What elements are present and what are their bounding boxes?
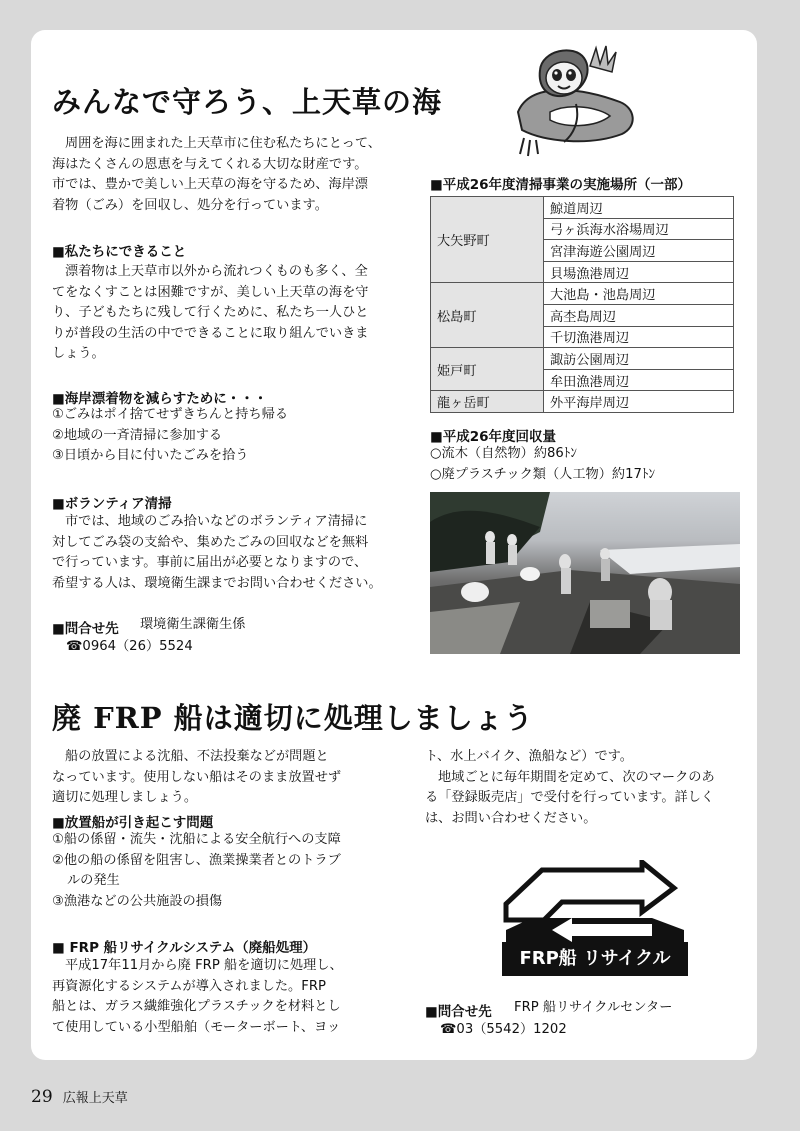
contact-label: ■問合せ先 xyxy=(52,621,119,637)
town-cell: 姫戸町 xyxy=(431,348,544,391)
section1-intro xyxy=(52,134,381,216)
table-row xyxy=(431,197,734,219)
body-line: 再資源化するシステムが導入されました。FRP xyxy=(52,978,326,994)
reduce-heading: ■海岸漂着物を減らすために・・・ xyxy=(52,391,268,407)
contact-label: ■問合せ先 xyxy=(425,1004,492,1020)
intro-line: 海はたくさんの恩恵を与えてくれる大切な財産です。 xyxy=(52,156,368,172)
list-item: ①ごみはポイ捨てせずきちんと持ち帰る xyxy=(52,407,289,422)
publication-name: 広報上天草 xyxy=(62,1091,128,1106)
place-cell: 諏訪公園周辺 xyxy=(544,348,734,370)
problems-heading: ■放置船が引き起こす問題 xyxy=(52,815,214,831)
body-line: ト、水上バイク、漁船など）です。 xyxy=(425,749,633,764)
list-item: ③漁港などの公共施設の損傷 xyxy=(52,893,223,909)
table-row xyxy=(431,283,734,305)
body-line: 希望する人は、環境衛生課までお問い合わせください。 xyxy=(52,575,382,591)
mascot-illustration xyxy=(510,42,640,162)
can-do-heading: ■私たちにできること xyxy=(52,244,187,260)
page-footer xyxy=(31,1087,128,1107)
list-item: ○流木（自然物）約86ﾄﾝ xyxy=(430,446,577,461)
body-line: 船とは、ガラス繊維強化プラスチックを材料とし xyxy=(52,999,341,1015)
list-item: ②地域の一斉清掃に参加する xyxy=(52,427,223,443)
cleanup-heading: ■平成26年度清掃事業の実施場所（一部） xyxy=(430,177,692,193)
body-line: て使用している小型船舶（モーターボート、ヨッ xyxy=(52,1019,341,1035)
volunteer-body xyxy=(52,512,382,594)
volunteer-heading: ■ボランティア清掃 xyxy=(52,496,172,512)
town-cell: 大矢野町 xyxy=(431,197,544,283)
beach-cleanup-photo xyxy=(430,492,740,654)
contact-dept: 環境衛生課衛生係 xyxy=(140,617,246,632)
place-cell: 弓ヶ浜海水浴場周辺 xyxy=(544,218,734,240)
place-cell: 貝場漁港周辺 xyxy=(544,261,734,283)
place-cell: 外平海岸周辺 xyxy=(544,391,734,413)
body-line: で行っています。事前に届出が必要となりますので、 xyxy=(52,555,368,571)
place-cell: 大池島・池島周辺 xyxy=(544,283,734,305)
collected-list xyxy=(430,444,655,485)
body-line: てをなくすことは困難ですが、美しい上天草の海を守 xyxy=(52,284,369,300)
list-item: ルの発生 xyxy=(67,873,120,889)
table-row xyxy=(431,391,734,413)
list-item: ②他の船の係留を阻害し、漁業操業者とのトラブ xyxy=(52,852,341,868)
place-cell: 牟田漁港周辺 xyxy=(544,369,734,391)
list-item: ①船の係留・流失・沈船による安全航行への支障 xyxy=(52,832,341,847)
frp-recycle-logo xyxy=(502,860,688,976)
body-line: 市では、地域のごみ拾いなどのボランティア清掃に xyxy=(65,514,368,529)
contact-org: FRP 船リサイクルセンター xyxy=(514,1000,673,1015)
section2-intro xyxy=(52,747,341,809)
problems-list xyxy=(52,830,341,912)
cleanup-locations-table xyxy=(430,196,734,413)
can-do-body xyxy=(52,262,369,365)
body-line: り、子どもたちに残して行くために、私たち一人ひと xyxy=(52,305,369,321)
intro-line: 適切に処理しましょう。 xyxy=(52,790,198,806)
body-line: る「登録販売店」で受付を行っています。詳しく xyxy=(425,790,715,806)
town-cell: 松島町 xyxy=(431,283,544,348)
town-cell: 龍ヶ岳町 xyxy=(431,391,544,413)
list-item: ○廃プラスチック類（人工物）約17ﾄﾝ xyxy=(430,466,656,482)
intro-line: 市では、豊かで美しい上天草の海を守るため、海岸漂 xyxy=(52,177,368,193)
intro-line: なっています。使用しない船はそのまま放置せず xyxy=(52,769,342,785)
collected-heading: ■平成26年度回収量 xyxy=(430,429,557,445)
section2-title: 廃 FRP 船は適切に処理しましょう xyxy=(52,701,534,735)
recycle-heading: ■ FRP 船リサイクルシステム（廃船処理） xyxy=(52,940,317,956)
place-cell: 鯨道周辺 xyxy=(544,197,734,219)
recycle-arrows-icon xyxy=(502,860,688,942)
body-line: 漂着物は上天草市以外から流れつくものも多く、全 xyxy=(65,264,368,279)
page-number: 29 xyxy=(31,1087,53,1107)
contact-phone: ☎03（5542）1202 xyxy=(440,1022,567,1037)
section1-title: みんなで守ろう、上天草の海 xyxy=(52,85,443,119)
recycle-body xyxy=(52,956,343,1038)
place-cell: 千切漁港周辺 xyxy=(544,326,734,348)
place-cell: 高杢島周辺 xyxy=(544,304,734,326)
body-line: 対してごみ袋の支給や、集めたごみの回収などを無料 xyxy=(52,534,369,550)
body-line: は、お問い合わせください。 xyxy=(425,810,597,826)
intro-line: 着物（ごみ）を回収し、処分を行っています。 xyxy=(52,197,328,213)
body-line: りが普段の生活の中でできることに取り組んでいきま xyxy=(52,325,369,341)
intro-line: 船の放置による沈船、不法投棄などが問題と xyxy=(65,749,329,764)
table-row xyxy=(431,348,734,370)
list-item: ③日頃から目に付いたごみを拾う xyxy=(52,448,249,464)
body-line: 平成17年11月から廃 FRP 船を適切に処理し、 xyxy=(65,958,343,973)
body-line: 地域ごとに毎年期間を定めて、次のマークのあ xyxy=(438,769,715,785)
reduce-list xyxy=(52,405,288,467)
section2-right-text xyxy=(425,747,715,829)
intro-line: 周囲を海に囲まれた上天草市に住む私たちにとって、 xyxy=(65,136,381,151)
contact-phone: ☎0964（26）5524 xyxy=(66,639,193,654)
body-line: しょう。 xyxy=(52,346,105,362)
place-cell: 宮津海遊公園周辺 xyxy=(544,240,734,262)
frp-logo-text: FRP船 リサイクル xyxy=(502,942,688,976)
